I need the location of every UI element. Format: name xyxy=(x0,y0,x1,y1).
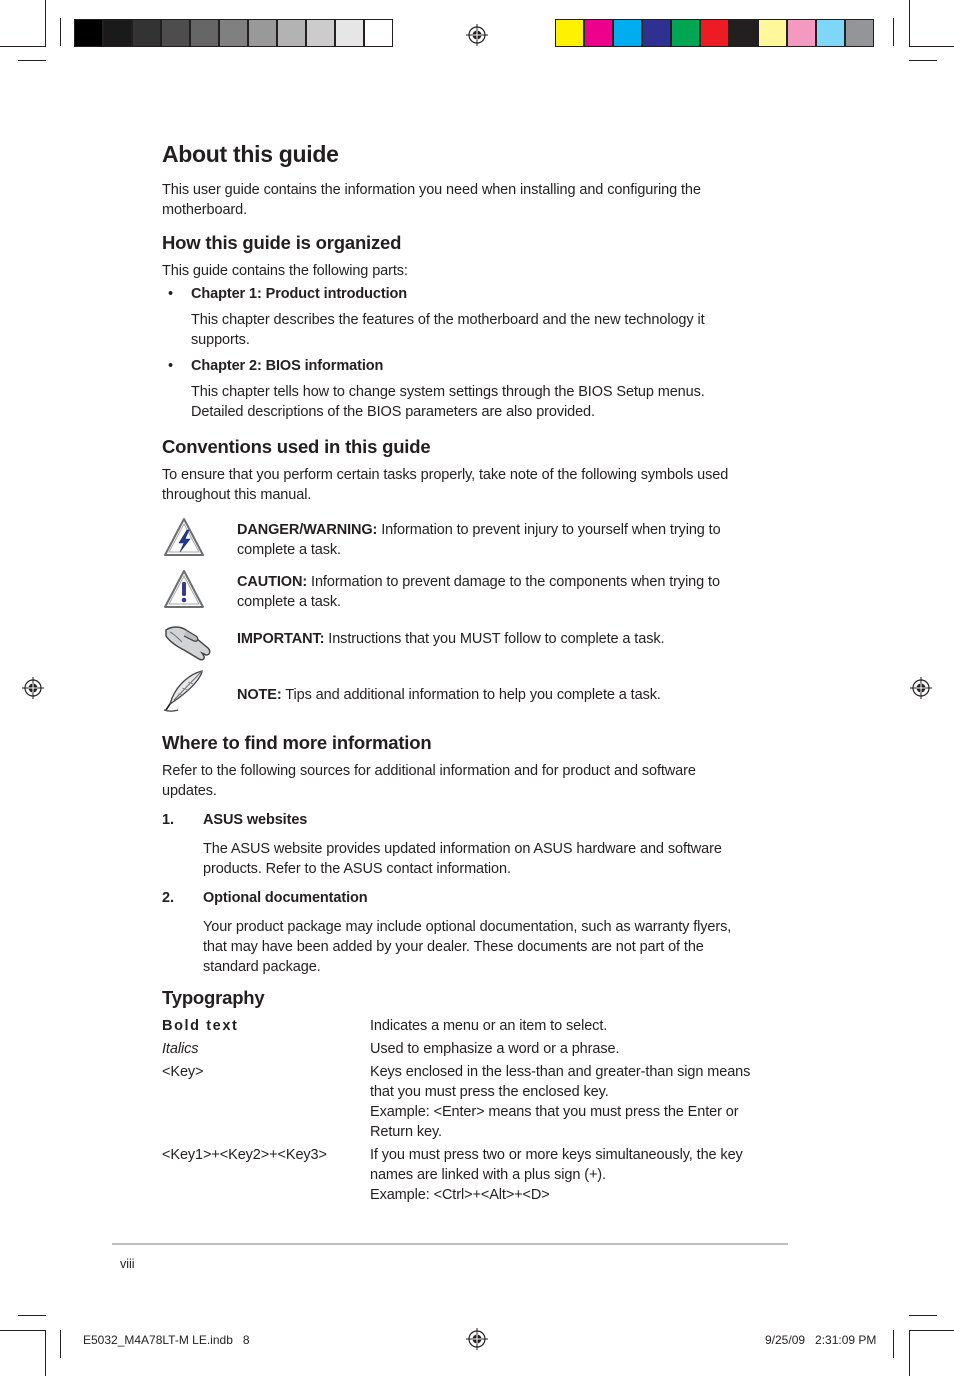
list-item-desc: This chapter describes the features of the motherboard and the new technology it supports. xyxy=(191,312,705,348)
term-definition: Used to emphasize a word or a phrase. xyxy=(370,1041,620,1057)
color-swatch xyxy=(700,19,729,47)
danger-warning-icon xyxy=(162,516,206,558)
important-hand-icon xyxy=(162,622,214,662)
organized-lead: This guide contains the following parts: xyxy=(162,263,408,279)
list-item-title: Optional documentation xyxy=(203,890,368,906)
color-swatch xyxy=(787,19,816,47)
slug-filename: E5032_M4A78LT-M LE.indb 8 xyxy=(83,1333,250,1347)
registration-mark-icon xyxy=(466,1328,488,1350)
footer-rule xyxy=(112,1243,788,1245)
term-definition: Keys enclosed in the less-than and greater-than sign means that you must press the enclosed key. Example: <Enter> means that you must press the Enter or Return key. xyxy=(370,1064,751,1140)
term-definition: Indicates a menu or an item to select. xyxy=(370,1018,608,1034)
registration-mark-icon xyxy=(22,677,44,699)
note-quill-icon xyxy=(162,668,208,714)
term-definition: If you must press two or more keys simultaneously, the key names are linked with a plus sign (+). Example: <Ctrl>+<Alt>+<D> xyxy=(370,1147,743,1203)
color-swatch xyxy=(306,19,335,47)
important-note: IMPORTANT: Instructions that you MUST follow to complete a task. xyxy=(237,631,665,647)
page-title: About this guide xyxy=(162,141,339,167)
conventions-lead: To ensure that you perform certain tasks properly, take note of the following symbols used throughout this manual. xyxy=(162,467,729,503)
color-swatch xyxy=(671,19,700,47)
section-heading-typography: Typography xyxy=(162,987,265,1008)
list-item-title: ASUS websites xyxy=(203,812,308,828)
list-item-title: Chapter 1: Product introduction xyxy=(191,286,408,302)
color-swatch xyxy=(248,19,277,47)
list-number: 2. xyxy=(162,890,174,906)
color-swatch xyxy=(613,19,642,47)
term-key: <Key> xyxy=(162,1064,204,1080)
color-swatch xyxy=(190,19,219,47)
section-heading-conventions: Conventions used in this guide xyxy=(162,436,431,457)
color-swatch xyxy=(132,19,161,47)
page-number: viii xyxy=(120,1257,135,1271)
term-key-combo: <Key1>+<Key2>+<Key3> xyxy=(162,1147,327,1163)
list-item-desc: Your product package may include optional documentation, such as warranty flyers, that may have been added by your dealer. These documents are not part of the standard package. xyxy=(203,919,732,975)
more-info-lead: Refer to the following sources for additional information and for product and software updates. xyxy=(162,763,696,799)
term-italics: Italics xyxy=(162,1041,199,1057)
bullet: • xyxy=(168,286,173,302)
color-swatch xyxy=(555,19,584,47)
color-swatch xyxy=(74,19,103,47)
list-item-desc: This chapter tells how to change system settings through the BIOS Setup menus. Detailed descriptions of the BIOS parameters are also provided. xyxy=(191,384,705,420)
section-heading-more-info: Where to find more information xyxy=(162,732,432,753)
color-swatch xyxy=(161,19,190,47)
intro-paragraph: This user guide contains the information you need when installing and configuring the motherboard. xyxy=(162,182,701,218)
note-note: NOTE: Tips and additional information to help you complete a task. xyxy=(237,687,661,703)
registration-mark-icon xyxy=(910,677,932,699)
color-swatch xyxy=(584,19,613,47)
color-swatch xyxy=(364,19,393,47)
color-swatch xyxy=(845,19,874,47)
term-bold: Bold text xyxy=(162,1018,239,1034)
color-swatch xyxy=(219,19,248,47)
color-swatch xyxy=(103,19,132,47)
bullet: • xyxy=(168,358,173,374)
color-swatch xyxy=(277,19,306,47)
color-swatch xyxy=(729,19,758,47)
list-item-desc: The ASUS website provides updated information on ASUS hardware and software products. Refer to the ASUS contact information. xyxy=(203,841,722,877)
caution-note: CAUTION: Information to prevent damage to the components when trying to complete a task. xyxy=(237,574,720,610)
list-number: 1. xyxy=(162,812,174,828)
danger-warning-note: DANGER/WARNING: Information to prevent injury to yourself when trying to complete a task. xyxy=(237,522,721,558)
color-swatch xyxy=(642,19,671,47)
slug-date: 9/25/09 2:31:09 PM xyxy=(765,1333,877,1347)
section-heading-organized: How this guide is organized xyxy=(162,232,402,253)
color-swatch xyxy=(816,19,845,47)
color-swatch xyxy=(758,19,787,47)
list-item-title: Chapter 2: BIOS information xyxy=(191,358,384,374)
color-swatch xyxy=(335,19,364,47)
registration-mark-icon xyxy=(466,24,488,46)
caution-icon xyxy=(162,568,206,610)
